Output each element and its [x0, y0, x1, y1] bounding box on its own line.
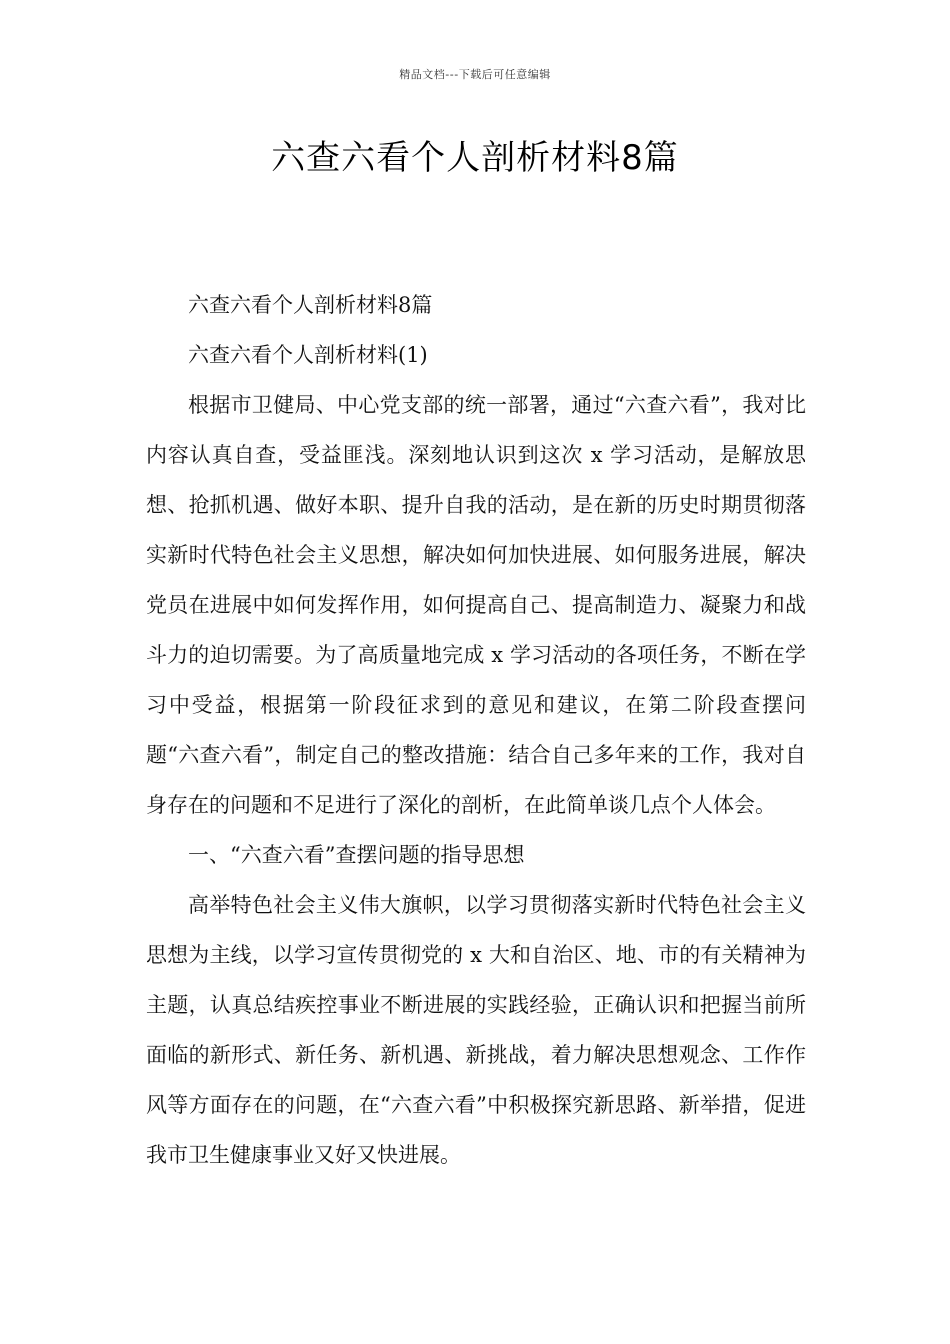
document-title: 六查六看个人剖析材料8篇 — [271, 138, 679, 178]
paragraph-heading-guiding-ideology: 一、“六查六看”查摆问题的指导思想 — [188, 843, 525, 867]
paragraph-subtitle: 六查六看个人剖析材料8篇 — [188, 293, 433, 317]
paragraph-intro: 根据市卫健局、中心党支部的统一部署，通过“六查六看”，我对比内容认真自查，受益匪浅。深刻地认识到这次 x 学习活动，是解放思想、抢抓机遇、做好本职、提升自我的活动，是在新的历史时期贯彻落实新时代特色社会主义思想，解决如何加快进展、如何服务进展，解决党员在进展中如何发挥作用，如何提高自己、提高制造力、凝聚力和战斗力的迫切需要。为了高质量地完成 x 学习活动的各项任务，不断在学习中受益，根据第一阶段征求到的意见和建议，在第二阶段查摆问题“六查六看”，制定自己的整改措施：结合自己多年来的工作，我对自身存在的问题和不足进行了深化的剖析，在此简单谈几点个人体会。 — [146, 393, 806, 817]
paragraph-section-heading: 六查六看个人剖析材料(1) — [188, 343, 428, 367]
header-note: 精品文档---下载后可任意编辑 — [399, 68, 551, 81]
paragraph-guiding-ideology: 高举特色社会主义伟大旗帜，以学习贯彻落实新时代特色社会主义思想为主线，以学习宣传贯彻党的 x 大和自治区、地、市的有关精神为主题，认真总结疾控事业不断进展的实践经验，正确认识和把握当前所面临的新形式、新任务、新机遇、新挑战，着力解决思想观念、工作作风等方面存在的问题，在“六查六看”中积极探究新思路、新举措，促进我市卫生健康事业又好又快进展。 — [146, 893, 806, 1167]
document-body — [146, 280, 806, 1180]
